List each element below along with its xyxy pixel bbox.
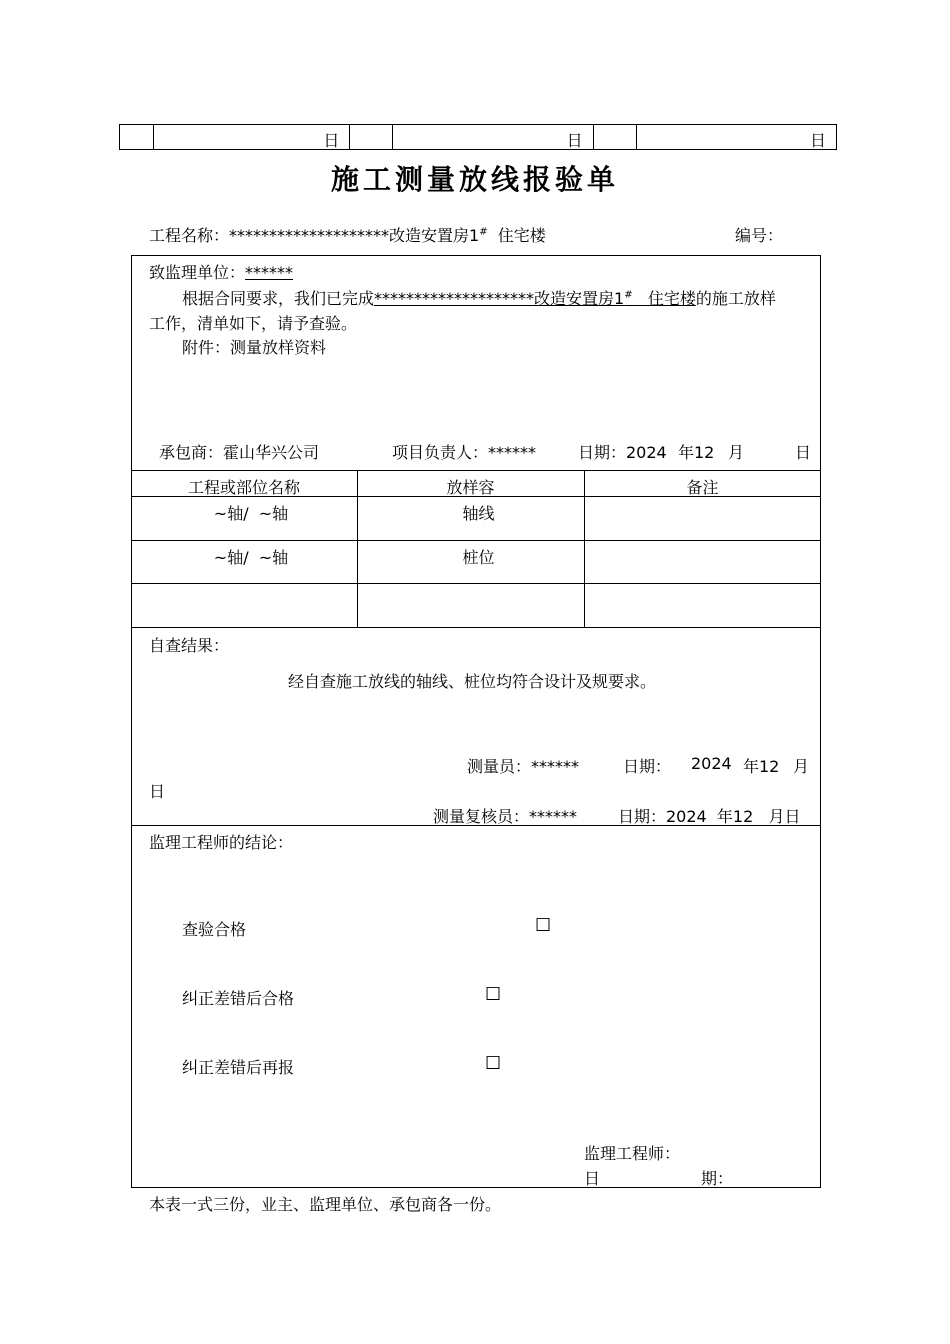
date1-ym: 年12 (743, 757, 780, 776)
project-name: ********************改造安置房1 (229, 226, 480, 245)
strip-cell (350, 125, 393, 149)
date-label: 日期：2024 (578, 443, 667, 462)
to-line (149, 260, 293, 283)
body-suffix: 的施工放样 (695, 289, 776, 308)
option-label: 纠正差错后再报 (182, 1058, 295, 1077)
table-cell: 桩位 (462, 548, 495, 567)
body-line-2: 工作，清单如下，请予查验。 (149, 314, 358, 333)
date2: 日期：2024 年12 月日 (618, 807, 801, 826)
reviewer: 测量复核员：****** (433, 807, 578, 826)
project-label: 工程名称： (149, 226, 230, 245)
table-cell: 轴线 (462, 504, 495, 523)
page-title: 施工测量放线报验单 (330, 163, 619, 196)
strip-cell: 日 (809, 131, 826, 150)
top-date-strip (119, 124, 837, 150)
number-label: 编号： (735, 226, 784, 245)
table-header-part: 工程或部位名称 (187, 478, 300, 497)
to-value: ****** (245, 263, 294, 282)
supervisor-label: 监理工程师的结论： (149, 833, 294, 852)
option-checkbox[interactable]: ☐ (485, 1053, 502, 1074)
engineer-date-qi: 期： (701, 1169, 734, 1188)
table-header-content: 放样容 (446, 478, 495, 497)
footer-note: 本表一式三份，业主、监理单位、承包商各一份。 (149, 1195, 502, 1214)
strip-cell: 日 (393, 125, 593, 149)
date-year-suffix: 年12 (678, 443, 715, 462)
table-cell: ~轴/ ~轴 (213, 548, 289, 567)
body-line-1 (182, 286, 776, 309)
project-name-line (149, 223, 546, 246)
attachment: 附件：测量放样资料 (182, 338, 327, 357)
date1-month: 月 (793, 757, 810, 776)
strip-cell: 日 (154, 125, 350, 149)
date-month: 月 (728, 443, 745, 462)
contractor: 承包商：霍山华兴公司 (159, 443, 320, 462)
strip-cell (594, 125, 637, 149)
self-check-result: 经自查施工放线的轴线、桩位均符合设计及规要求。 (288, 672, 657, 691)
to-label: 致监理单位： (149, 263, 246, 282)
table-header-remark: 备注 (686, 478, 719, 497)
option-checkbox[interactable]: ☐ (485, 984, 502, 1005)
body-project: ********************改造安置房1# 住宅楼 (374, 289, 696, 308)
option-label: 纠正差错后合格 (182, 989, 295, 1008)
option-checkbox[interactable]: ☐ (535, 915, 552, 936)
manager: 项目负责人：****** (392, 443, 537, 462)
date-day: 日 (795, 443, 812, 462)
date1-day: 日 (149, 782, 166, 801)
option-label: 查验合格 (182, 920, 247, 939)
surveyor: 测量员：****** (467, 757, 580, 776)
table-cell: ~轴/ ~轴 (213, 504, 289, 523)
form-box (131, 255, 821, 1188)
engineer-label: 监理工程师： (584, 1144, 681, 1163)
self-check-label: 自查结果： (149, 636, 230, 655)
project-suffix: 住宅楼 (497, 226, 546, 245)
engineer-date-ri: 日 (584, 1169, 601, 1188)
date1-year: 2024 (691, 754, 732, 773)
project-sup: # (479, 226, 488, 238)
body-prefix: 根据合同要求，我们已完成 (182, 289, 375, 308)
date1-label: 日期： (623, 757, 672, 776)
strip-cell (120, 125, 154, 149)
